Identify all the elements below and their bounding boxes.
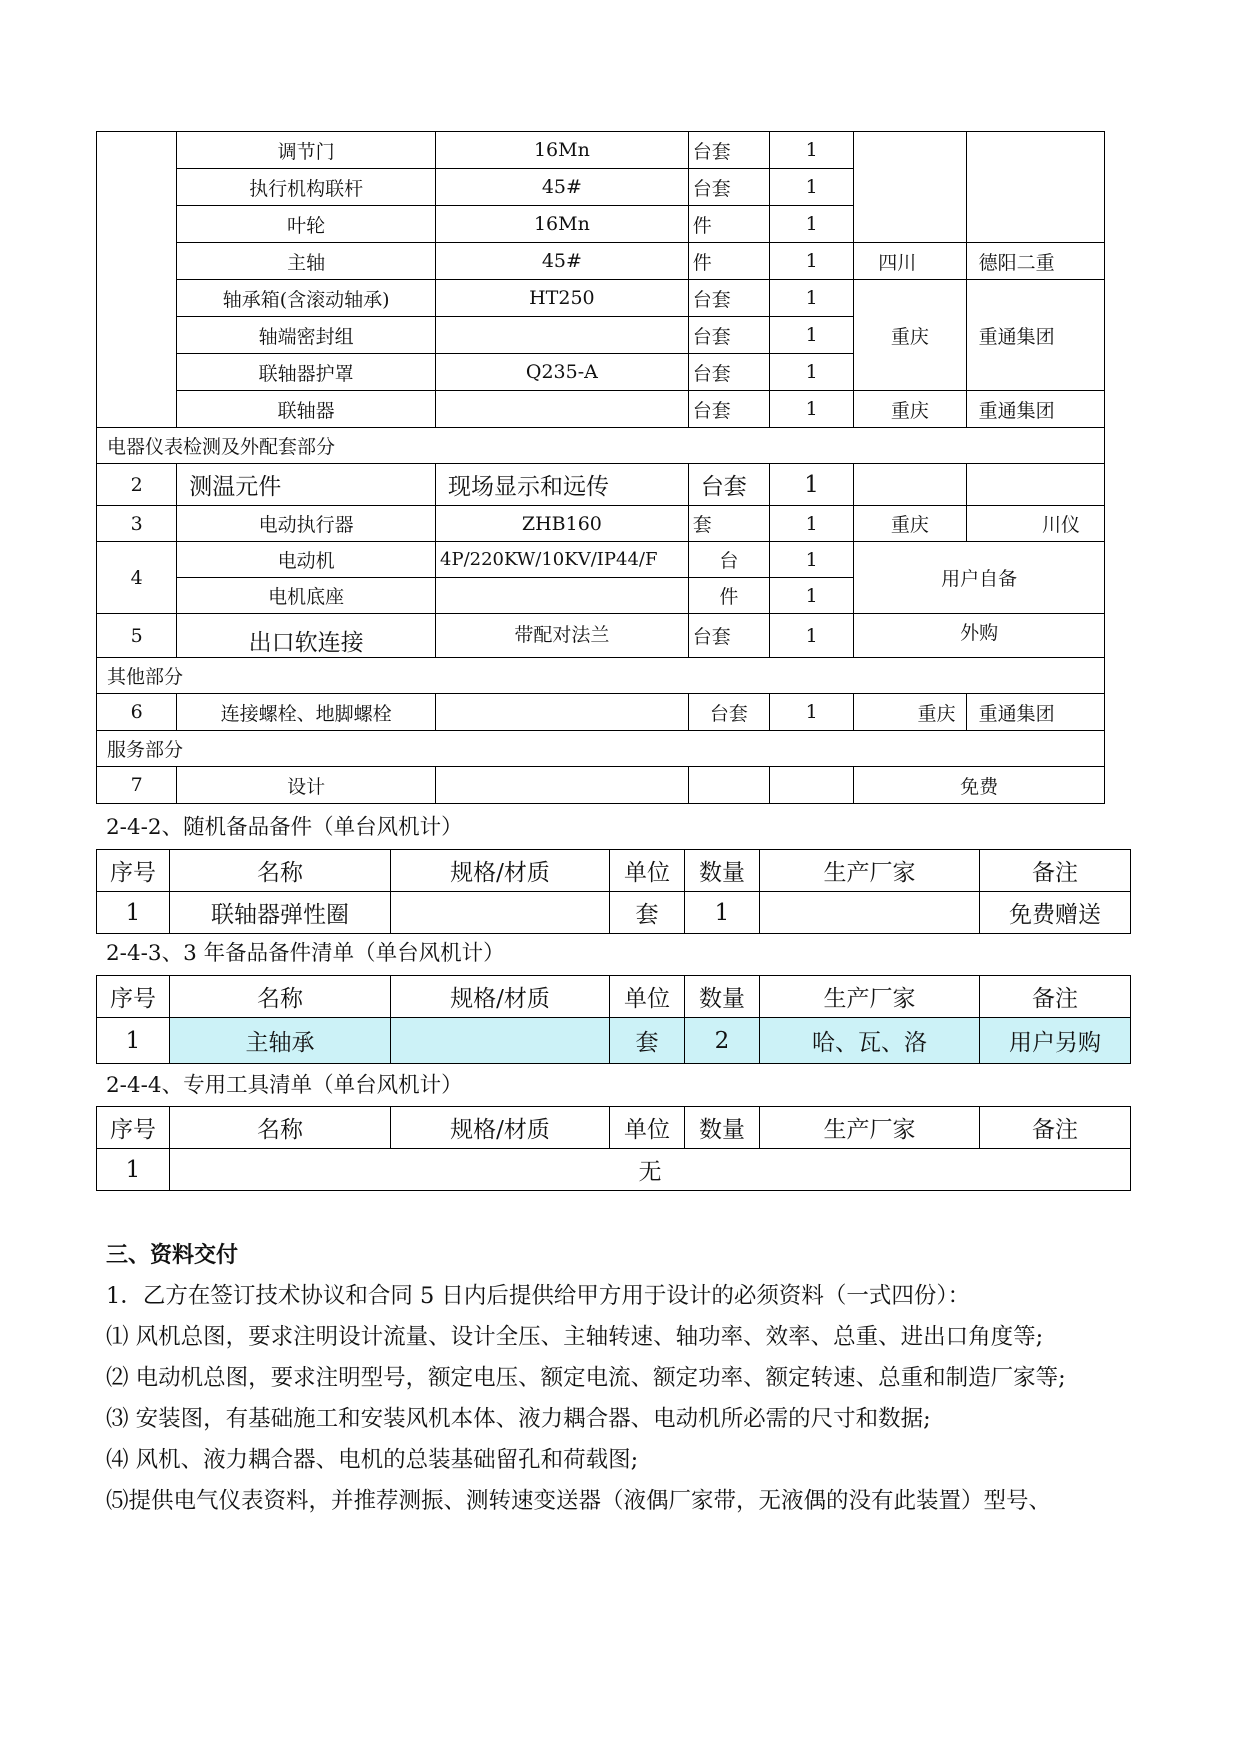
- part-name: 主轴: [177, 243, 436, 280]
- row-number: 3: [97, 506, 177, 542]
- table-row: [97, 132, 1105, 169]
- part-spec: ZHB160: [436, 506, 689, 542]
- part-origin: 四川: [854, 243, 966, 280]
- part-spec: Q235-A: [436, 354, 689, 391]
- header-row: [97, 976, 1131, 1018]
- paragraph: 1．乙方在签订技术协议和合同 5 日内后提供给甲方用于设计的必须资料（一式四份）：: [106, 1283, 971, 1309]
- part-name: 主轴承: [170, 1018, 391, 1064]
- header-remark: 备注: [980, 850, 1131, 892]
- part-remark: 用户另购: [980, 1018, 1131, 1064]
- table-row: [97, 280, 1105, 317]
- part-spec: [436, 317, 689, 354]
- part-spec: [436, 391, 689, 428]
- part-name: 设计: [177, 767, 436, 804]
- part-name: 测温元件: [177, 464, 436, 506]
- table-row: [97, 767, 1105, 804]
- tools-table: [96, 1106, 1131, 1191]
- part-spec: 45#: [436, 243, 689, 280]
- row-number: 7: [97, 767, 177, 804]
- part-unit: 台套: [688, 169, 769, 206]
- part-maker: [966, 132, 1104, 243]
- part-spec: 45#: [436, 169, 689, 206]
- part-maker: [966, 464, 1104, 506]
- part-unit: 套: [610, 892, 685, 934]
- section-row: [97, 428, 1105, 464]
- section-heading: 三、资料交付: [106, 1243, 239, 1268]
- table-row: [97, 694, 1105, 731]
- header-unit: 单位: [610, 850, 685, 892]
- part-qty: 1: [769, 614, 853, 658]
- paragraph: ⑴ 风机总图，要求注明设计流量、设计全压、主轴转速、轴功率、效率、总重、进出口角度等;: [106, 1324, 1044, 1350]
- part-name: 调节门: [177, 132, 436, 169]
- part-spec: [436, 694, 689, 731]
- part-unit: 台套: [688, 132, 769, 169]
- header-qty: 数量: [685, 850, 760, 892]
- part-qty: 1: [769, 317, 853, 354]
- part-unit: 套: [610, 1018, 685, 1064]
- header-no: 序号: [97, 850, 170, 892]
- header-row: [97, 850, 1131, 892]
- row-number: 5: [97, 614, 177, 658]
- part-name: 连接螺栓、地脚螺栓: [177, 694, 436, 731]
- header-spec: 规格/材质: [391, 850, 610, 892]
- section-row: [97, 731, 1105, 767]
- part-origin: 重庆: [854, 280, 966, 391]
- header-maker: 生产厂家: [760, 1107, 980, 1149]
- part-qty: 1: [769, 243, 853, 280]
- part-spec: HT250: [436, 280, 689, 317]
- table-row: [97, 1149, 1131, 1191]
- header-unit: 单位: [610, 1107, 685, 1149]
- header-spec: 规格/材质: [391, 976, 610, 1018]
- part-remark: 免费: [854, 767, 1105, 804]
- part-name: 电机底座: [177, 578, 436, 614]
- part-maker: [760, 892, 980, 934]
- header-maker: 生产厂家: [760, 976, 980, 1018]
- part-spec: 16Mn: [436, 206, 689, 243]
- table-row: [97, 892, 1131, 934]
- part-spec: [436, 767, 689, 804]
- part-origin: 重庆: [854, 694, 966, 731]
- part-maker: 重通集团: [966, 694, 1104, 731]
- part-spec: [436, 578, 689, 614]
- header-no: 序号: [97, 976, 170, 1018]
- part-remark: 用户自备: [854, 542, 1105, 614]
- part-unit: 台套: [688, 391, 769, 428]
- part-qty: 1: [769, 391, 853, 428]
- spares-caption: 2-4-2、随机备品备件（单台风机计）: [106, 815, 463, 840]
- part-unit: 台套: [688, 354, 769, 391]
- table-row: [97, 391, 1105, 428]
- section-heading: 服务部分: [97, 731, 1105, 767]
- part-name: 轴端密封组: [177, 317, 436, 354]
- part-unit: 件: [688, 206, 769, 243]
- part-unit: 台: [688, 542, 769, 578]
- row-number: 6: [97, 694, 177, 731]
- part-name: 电动机: [177, 542, 436, 578]
- paragraph: ⑸提供电气仪表资料，并推荐测振、测转速变送器（液偶厂家带，无液偶的没有此装置）型号、: [106, 1488, 1052, 1514]
- part-maker: 重通集团: [966, 391, 1104, 428]
- part-name: 联轴器护罩: [177, 354, 436, 391]
- part-unit: 套: [688, 506, 769, 542]
- header-remark: 备注: [980, 1107, 1131, 1149]
- header-no: 序号: [97, 1107, 170, 1149]
- part-name: 联轴器: [177, 391, 436, 428]
- part-unit: 台套: [688, 464, 769, 506]
- part-origin: [854, 132, 966, 243]
- section-body: [106, 1276, 1146, 1522]
- part-unit: 件: [688, 243, 769, 280]
- table-row: [97, 542, 1105, 578]
- part-qty: 1: [769, 464, 853, 506]
- part-maker: 川仪: [966, 506, 1104, 542]
- part-name: 出口软连接: [177, 614, 436, 658]
- part-origin: 重庆: [854, 391, 966, 428]
- row-number: 1: [97, 892, 170, 934]
- part-qty: 1: [769, 506, 853, 542]
- part-unit: 台套: [688, 280, 769, 317]
- header-name: 名称: [170, 1107, 391, 1149]
- tools-value: 无: [170, 1149, 1131, 1191]
- spares-table: [96, 849, 1131, 934]
- part-qty: 1: [769, 694, 853, 731]
- part-origin: 重庆: [854, 506, 966, 542]
- header-unit: 单位: [610, 976, 685, 1018]
- part-maker: 德阳二重: [966, 243, 1104, 280]
- part-spec: 现场显示和远传: [436, 464, 689, 506]
- part-maker: 重通集团: [966, 280, 1104, 391]
- part-unit: 台套: [688, 317, 769, 354]
- row-number: 4: [97, 542, 177, 614]
- part-qty: 1: [769, 578, 853, 614]
- part-unit: 台套: [688, 694, 769, 731]
- header-row: [97, 1107, 1131, 1149]
- spares3-caption: 2-4-3、3 年备品备件清单（单台风机计）: [106, 941, 505, 966]
- paragraph: ⑵ 电动机总图，要求注明型号，额定电压、额定电流、额定功率、额定转速、总重和制造厂家等;: [106, 1365, 1066, 1391]
- tools-caption: 2-4-4、专用工具清单（单台风机计）: [106, 1073, 463, 1098]
- part-spec: 4P/220KW/10KV/IP44/F: [436, 542, 689, 578]
- part-qty: 1: [685, 892, 760, 934]
- table-row: [97, 1018, 1131, 1064]
- parts-table: [96, 131, 1105, 804]
- header-maker: 生产厂家: [760, 850, 980, 892]
- spares3-table: [96, 975, 1131, 1064]
- part-spec: [391, 892, 610, 934]
- table-row: [97, 464, 1105, 506]
- part-name: 电动执行器: [177, 506, 436, 542]
- header-qty: 数量: [685, 1107, 760, 1149]
- part-name: 执行机构联杆: [177, 169, 436, 206]
- row-number: 2: [97, 464, 177, 506]
- part-spec: [391, 1018, 610, 1064]
- part-name: 叶轮: [177, 206, 436, 243]
- merged-number-cell: [97, 132, 177, 428]
- section-row: [97, 658, 1105, 694]
- part-qty: 1: [769, 542, 853, 578]
- table-row: [97, 506, 1105, 542]
- part-spec: 带配对法兰: [436, 614, 689, 658]
- header-name: 名称: [170, 976, 391, 1018]
- row-number: 1: [97, 1018, 170, 1064]
- part-qty: 1: [769, 280, 853, 317]
- part-unit: 台套: [688, 614, 769, 658]
- header-qty: 数量: [685, 976, 760, 1018]
- row-number: 1: [97, 1149, 170, 1191]
- part-qty: 2: [685, 1018, 760, 1064]
- part-qty: 1: [769, 169, 853, 206]
- part-spec: 16Mn: [436, 132, 689, 169]
- table-row: [97, 243, 1105, 280]
- section-heading: 其他部分: [97, 658, 1105, 694]
- part-qty: [769, 767, 853, 804]
- part-origin: [854, 464, 966, 506]
- table-row: [97, 614, 1105, 658]
- part-unit: [688, 767, 769, 804]
- part-remark: 外购: [854, 614, 1105, 658]
- part-name: 联轴器弹性圈: [170, 892, 391, 934]
- header-remark: 备注: [980, 976, 1131, 1018]
- part-remark: 免费赠送: [980, 892, 1131, 934]
- part-qty: 1: [769, 354, 853, 391]
- part-qty: 1: [769, 132, 853, 169]
- paragraph: ⑷ 风机、液力耦合器、电机的总装基础留孔和荷载图;: [106, 1447, 639, 1473]
- part-qty: 1: [769, 206, 853, 243]
- header-name: 名称: [170, 850, 391, 892]
- paragraph: ⑶ 安装图，有基础施工和安装风机本体、液力耦合器、电动机所必需的尺寸和数据;: [106, 1406, 931, 1432]
- part-unit: 件: [688, 578, 769, 614]
- section-heading: 电器仪表检测及外配套部分: [97, 428, 1105, 464]
- header-spec: 规格/材质: [391, 1107, 610, 1149]
- part-maker: 哈、瓦、洛: [760, 1018, 980, 1064]
- part-name: 轴承箱(含滚动轴承): [177, 280, 436, 317]
